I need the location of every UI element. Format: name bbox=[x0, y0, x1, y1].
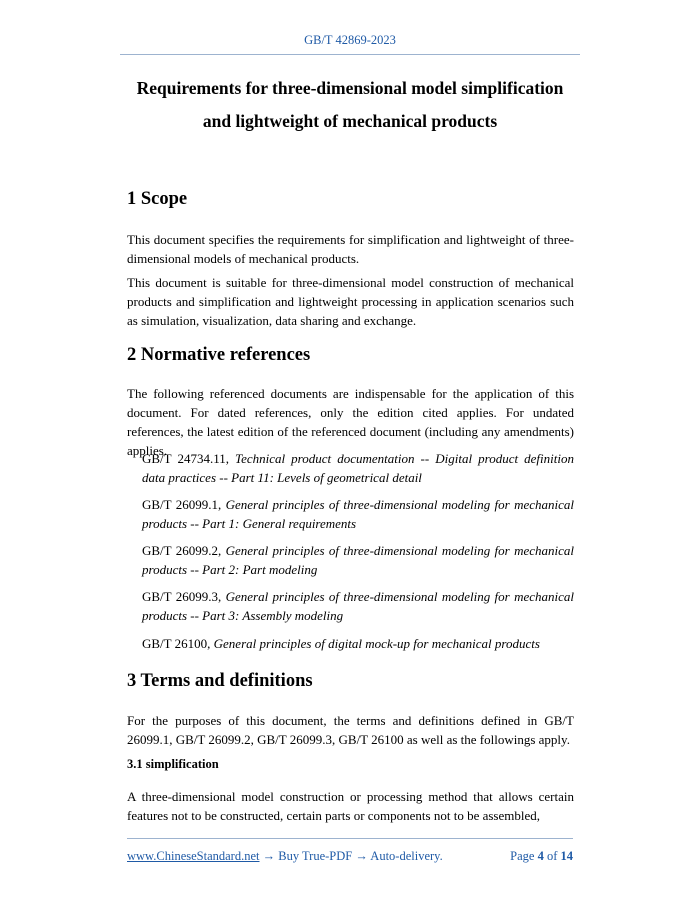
page-number: Page 4 of 14 bbox=[510, 849, 573, 863]
terms-intro-paragraph: For the purposes of this document, the terms and definitions defined in GB/T 26099.1, GB/T 26099.2, GB/T 26099.3, GB/T 26100 as well as the followings apply. bbox=[127, 713, 574, 747]
reference-item bbox=[142, 587, 574, 625]
page-footer bbox=[127, 849, 573, 864]
reference-title: General principles of digital mock-up for mechanical products bbox=[213, 636, 540, 651]
reference-code: GB/T 26099.3, bbox=[142, 589, 226, 604]
reference-title: Technical product documentation -- Digital product definition data practices -- Part 11: Levels of geometrical detail bbox=[142, 451, 574, 485]
reference-code: GB/T 24734.11, bbox=[142, 451, 236, 466]
document-title bbox=[0, 72, 700, 138]
scope-paragraph-2: This document is suitable for three-dimensional model construction of mechanical products and simplification and lightweight processing in application scenarios such as simulation, visualization, data sharing and exchange. bbox=[127, 275, 574, 328]
title-line-1: Requirements for three-dimensional model simplification bbox=[136, 78, 564, 98]
reference-item bbox=[142, 541, 574, 579]
total-pages: 14 bbox=[560, 849, 573, 863]
current-page: 4 bbox=[537, 849, 544, 863]
reference-code: GB/T 26099.1, bbox=[142, 497, 226, 512]
normative-intro-paragraph: The following referenced documents are indispensable for the application of this document. For dated references, only the edition cited applies. For undated references, the latest edition of the referenced document (including any amendments) applies. bbox=[127, 386, 574, 458]
website-link[interactable]: www.ChineseStandard.net bbox=[127, 849, 260, 863]
section-heading-normative-references: 2 Normative references bbox=[127, 345, 311, 365]
reference-title: General principles of three-dimensional modeling for mechanical products -- Part 1: General requirements bbox=[142, 497, 574, 531]
reference-title: General principles of three-dimensional modeling for mechanical products -- Part 2: Part modeling bbox=[142, 543, 574, 577]
section-heading-scope: 1 Scope bbox=[127, 189, 188, 209]
footer-tagline: → Buy True-PDF → Auto-delivery. bbox=[259, 849, 443, 863]
reference-item bbox=[142, 634, 574, 653]
reference-code: GB/T 26100, bbox=[142, 636, 214, 651]
footer-divider bbox=[127, 838, 573, 839]
scope-paragraph-1: This document specifies the requirements for simplification and lightweight of three-dimensional models of mechanical products. bbox=[127, 232, 574, 266]
section-heading-terms-definitions: 3 Terms and definitions bbox=[127, 671, 313, 691]
term-definition-simplification: A three-dimensional model construction or processing method that allows certain features not to be constructed, certain parts or components not to be assembled, bbox=[127, 789, 574, 823]
header-standard-code: GB/T 42869-2023 bbox=[304, 33, 396, 47]
title-line-2: and lightweight of mechanical products bbox=[202, 111, 498, 131]
reference-item bbox=[142, 449, 574, 487]
reference-item bbox=[142, 495, 574, 533]
reference-title: General principles of three-dimensional modeling for mechanical products -- Part 3: Assembly modeling bbox=[142, 589, 574, 623]
header-divider bbox=[120, 54, 580, 55]
term-heading-simplification: 3.1 simplification bbox=[127, 757, 219, 771]
reference-code: GB/T 26099.2, bbox=[142, 543, 226, 558]
